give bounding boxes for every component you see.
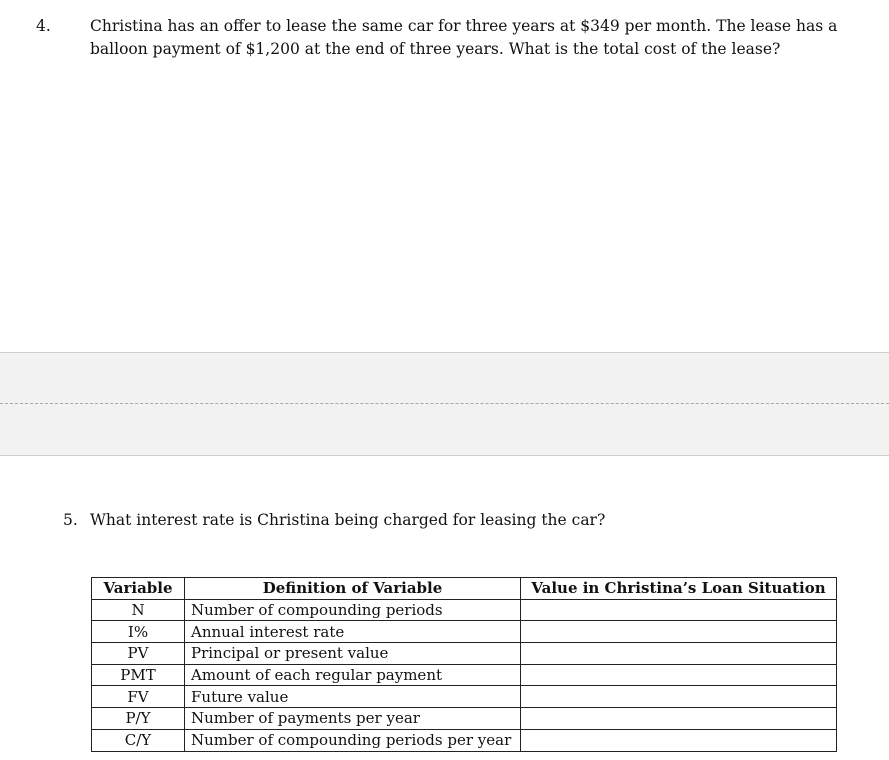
page-break-gap (0, 352, 889, 456)
variable-cell: C/Y (92, 729, 185, 751)
question-5 (63, 509, 863, 532)
value-cell[interactable] (521, 708, 837, 730)
definition-cell: Principal or present value (185, 643, 521, 665)
definition-cell: Number of payments per year (185, 708, 521, 730)
variable-cell: FV (92, 686, 185, 708)
variable-cell: I% (92, 621, 185, 643)
value-cell[interactable] (521, 621, 837, 643)
table-row (92, 643, 837, 665)
question-4-text: Christina has an offer to lease the same car for three years at $349 per month. The lease has a balloon payment of $1,200 at the end of three years. What is the total cost of the lease? (90, 17, 838, 58)
definition-cell: Future value (185, 686, 521, 708)
table-header-row (92, 578, 837, 600)
definition-cell: Amount of each regular payment (185, 664, 521, 686)
question-5-number: 5. (63, 511, 78, 529)
value-cell[interactable] (521, 664, 837, 686)
header-value: Value in Christina’s Loan Situation (521, 578, 837, 600)
page-break-line (0, 403, 889, 404)
table-row (92, 708, 837, 730)
header-variable: Variable (92, 578, 185, 600)
table-row (92, 664, 837, 686)
table-row (92, 729, 837, 751)
definition-cell: Annual interest rate (185, 621, 521, 643)
value-cell[interactable] (521, 643, 837, 665)
definition-cell: Number of compounding periods (185, 599, 521, 621)
variable-cell: PV (92, 643, 185, 665)
table-row (92, 599, 837, 621)
value-cell[interactable] (521, 686, 837, 708)
table-row (92, 686, 837, 708)
question-5-text: What interest rate is Christina being charged for leasing the car? (90, 511, 606, 529)
definition-cell: Number of compounding periods per year (185, 729, 521, 751)
variables-table (91, 577, 837, 752)
variable-cell: N (92, 599, 185, 621)
table-row (92, 621, 837, 643)
question-4 (36, 15, 863, 61)
variable-cell: PMT (92, 664, 185, 686)
value-cell[interactable] (521, 729, 837, 751)
header-definition: Definition of Variable (185, 578, 521, 600)
value-cell[interactable] (521, 599, 837, 621)
question-4-number: 4. (36, 17, 51, 35)
variable-cell: P/Y (92, 708, 185, 730)
